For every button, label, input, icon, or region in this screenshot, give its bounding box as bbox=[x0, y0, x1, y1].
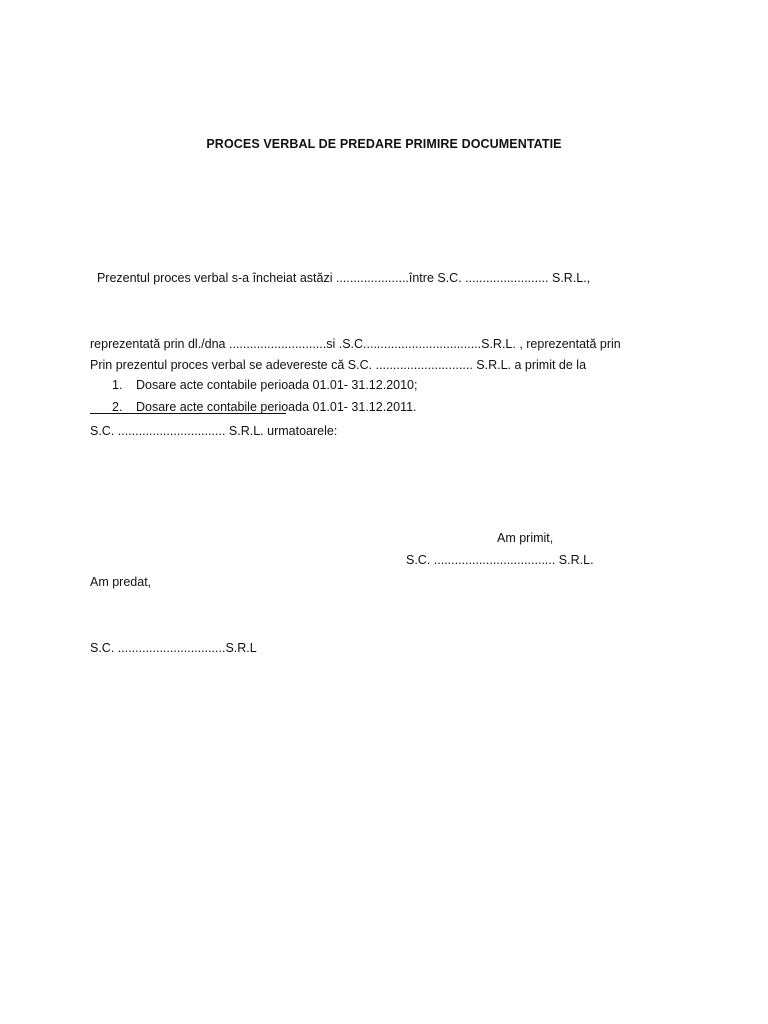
list-item-text: Dosare acte contabile perioada 01.01- 31.12.2010; bbox=[136, 378, 418, 392]
intro-paragraph-line-1: Prezentul proces verbal s-a încheiat astăzi .....................între S.C. ........................ S.R.L., bbox=[90, 271, 591, 285]
list-item-text: Dosare acte contabile perioada 01.01- 31.12.2011. bbox=[136, 400, 417, 414]
receipt-company: S.C. ................................... S.R.L. bbox=[406, 553, 594, 567]
list-item-number: 1. bbox=[112, 378, 123, 392]
handover-signature-block bbox=[90, 527, 257, 703]
list-item bbox=[112, 374, 417, 396]
handover-company: S.C. ...............................S.R.L bbox=[90, 641, 257, 655]
document-title: PROCES VERBAL DE PREDARE PRIMIRE DOCUMENTATIE bbox=[206, 137, 562, 151]
handover-label: Am predat, bbox=[90, 575, 152, 589]
list-item bbox=[112, 396, 417, 418]
intro-paragraph-line-2: reprezentată prin dl./dna ............................si .S.C..................................S.R.L. , reprezentată prin bbox=[90, 337, 621, 351]
confirmation-paragraph-line-2: S.C. ............................... S.R.L. urmatoarele: bbox=[90, 424, 338, 438]
document-items-list bbox=[112, 374, 417, 418]
list-item-number: 2. bbox=[112, 400, 123, 414]
receipt-label: Am primit, bbox=[497, 531, 554, 545]
confirmation-paragraph-line-1: Prin prezentul proces verbal se adevereste că S.C. ............................ S.R.L. a primit de la bbox=[90, 358, 587, 372]
